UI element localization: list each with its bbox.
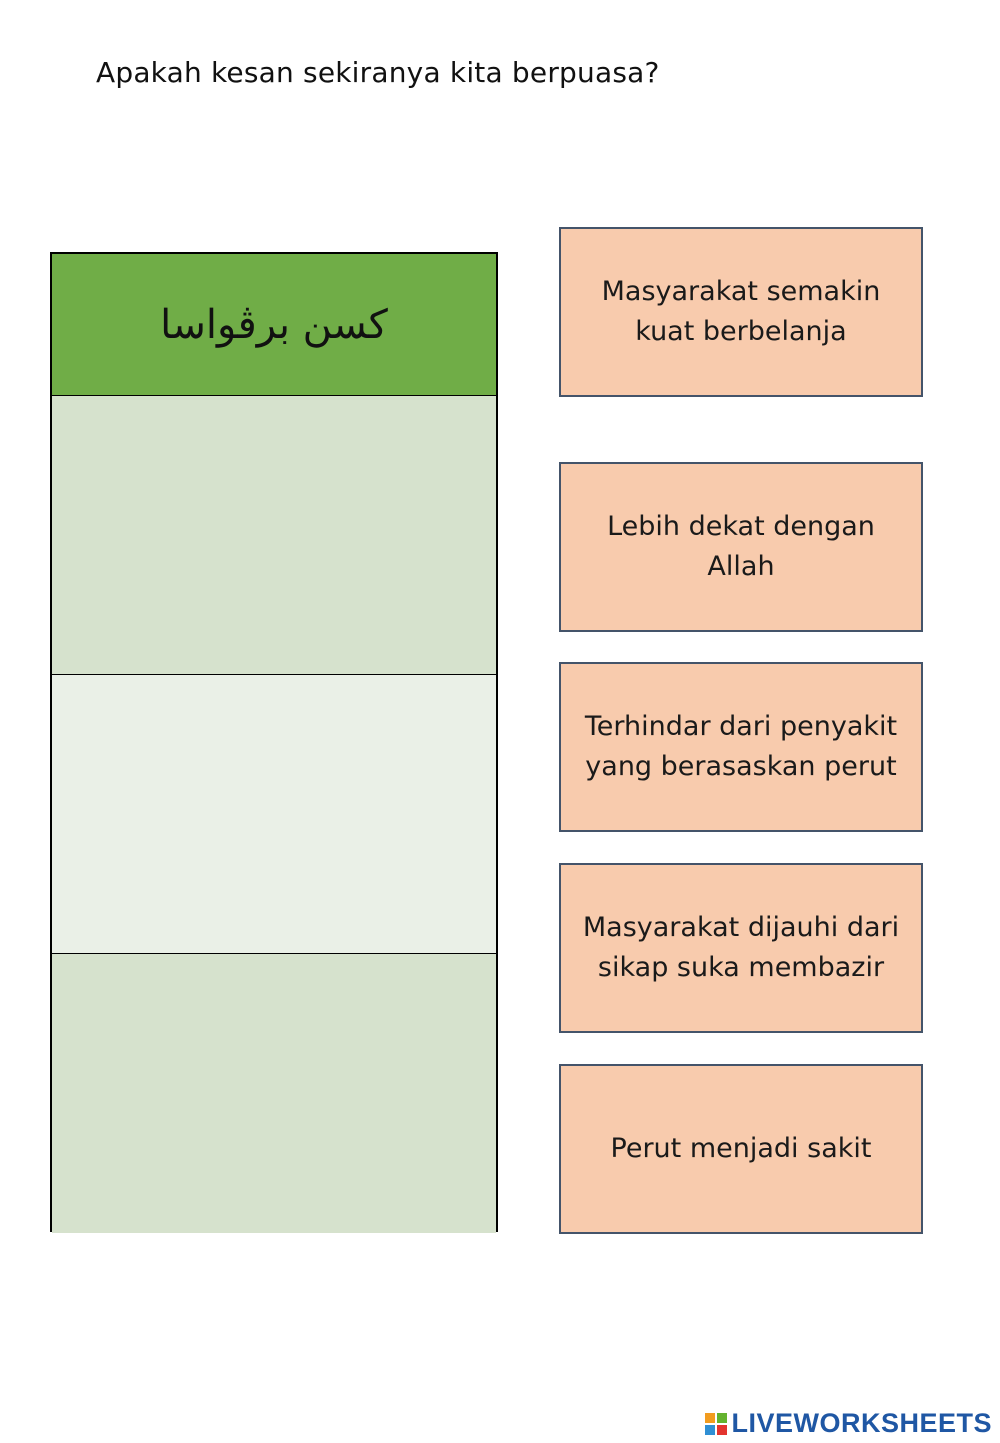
drop-slot-2[interactable] — [52, 675, 496, 954]
liveworksheets-brand[interactable] — [705, 1408, 992, 1439]
question-text: Apakah kesan sekiranya kita berpuasa? — [96, 56, 660, 89]
drop-slot-3[interactable] — [52, 954, 496, 1233]
draggable-card-3[interactable]: Terhindar dari penyakit yang berasaskan perut — [559, 662, 923, 832]
draggable-card-4[interactable]: Masyarakat dijauhi dari sikap suka membazir — [559, 863, 923, 1033]
table-header: كسن برڤواسا — [52, 254, 496, 396]
answer-table — [50, 252, 498, 1232]
draggable-card-2[interactable]: Lebih dekat dengan Allah — [559, 462, 923, 632]
brand-name: LIVEWORKSHEETS — [731, 1408, 992, 1438]
drop-slot-1[interactable] — [52, 396, 496, 675]
liveworksheets-logo-icon — [705, 1413, 727, 1435]
draggable-card-1[interactable]: Masyarakat semakin kuat berbelanja — [559, 227, 923, 397]
draggable-card-5[interactable]: Perut menjadi sakit — [559, 1064, 923, 1234]
